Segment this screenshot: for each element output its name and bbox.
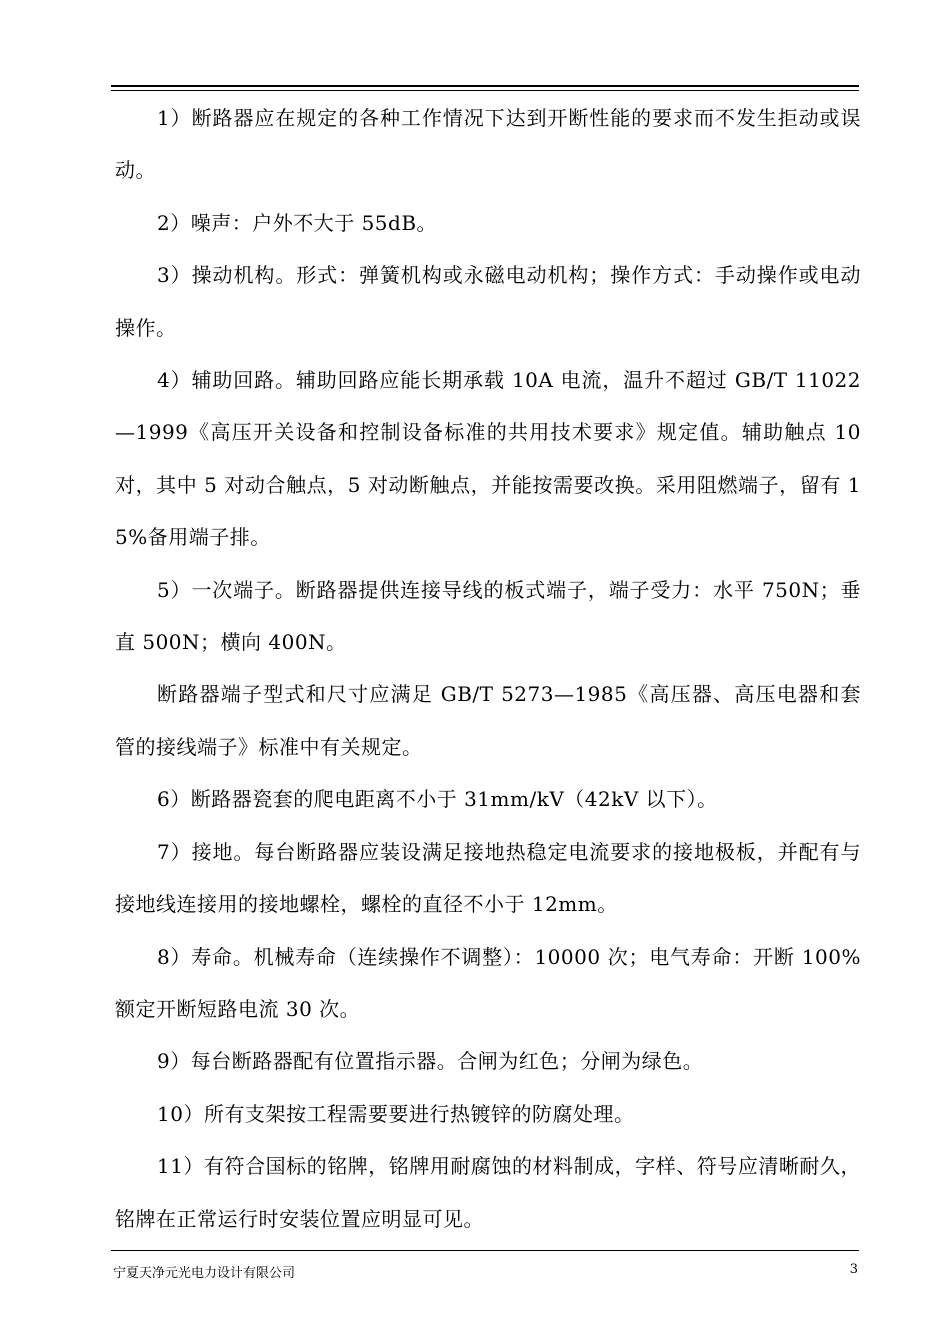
header-rule-thick (111, 85, 859, 87)
document-body (115, 92, 861, 1245)
paragraph-8: 8）寿命。机械寿命（连续操作不调整）：10000 次；电气寿命：开断 100%额定开断短路电流 30 次。 (115, 944, 861, 1021)
footer-company-name: 宁夏天净元光电力设计有限公司 (113, 1266, 296, 1281)
paragraph-5-continued: 断路器端子型式和尺寸应满足 GB/T 5273—1985《高压器、高压电器和套管的接线端子》标准中有关规定。 (115, 682, 861, 759)
paragraph-7: 7）接地。每台断路器应装设满足接地热稳定电流要求的接地极板，并配有与接地线连接用的接地螺栓，螺栓的直径不小于 12mm。 (115, 839, 861, 917)
header-rule-thin (111, 90, 859, 91)
paragraph-5: 5）一次端子。断路器提供连接导线的板式端子，端子受力：水平 750N；垂直 500N；横向 400N。 (115, 577, 861, 655)
footer-rule (111, 1250, 859, 1251)
paragraph-11: 11）有符合国标的铭牌，铭牌用耐腐蚀的材料制成，字样、符号应清晰耐久，铭牌在正常运行时安装位置应明显可见。 (115, 1154, 861, 1231)
paragraph-10: 10）所有支架按工程需要要进行热镀锌的防腐处理。 (157, 1101, 635, 1126)
paragraph-4: 4）辅助回路。辅助回路应能长期承载 10A 电流，温升不超过 GB/T 11022—1999《高压开关设备和控制设备标准的共用技术要求》规定值。辅助触点 10 对，其中 5 对动合触点，5 对动断触点，并能按需要改换。采用阻燃端子，留有 15%备用端子排。 (115, 368, 861, 550)
paragraph-6: 6）断路器瓷套的爬电距离不小于 31mm/kV（42kV 以下）。 (157, 787, 718, 812)
paragraph-2: 2）噪声：户外不大于 55dB。 (157, 210, 438, 235)
paragraph-3: 3）操动机构。形式：弹簧机构或永磁电动机构；操作方式：手动操作或电动操作。 (115, 263, 861, 340)
page-number: 3 (849, 1262, 858, 1277)
paragraph-1: 1）断路器应在规定的各种工作情况下达到开断性能的要求而不发生拒动或误动。 (115, 106, 861, 183)
paragraph-9: 9）每台断路器配有位置指示器。合闸为红色；分闸为绿色。 (157, 1049, 704, 1074)
